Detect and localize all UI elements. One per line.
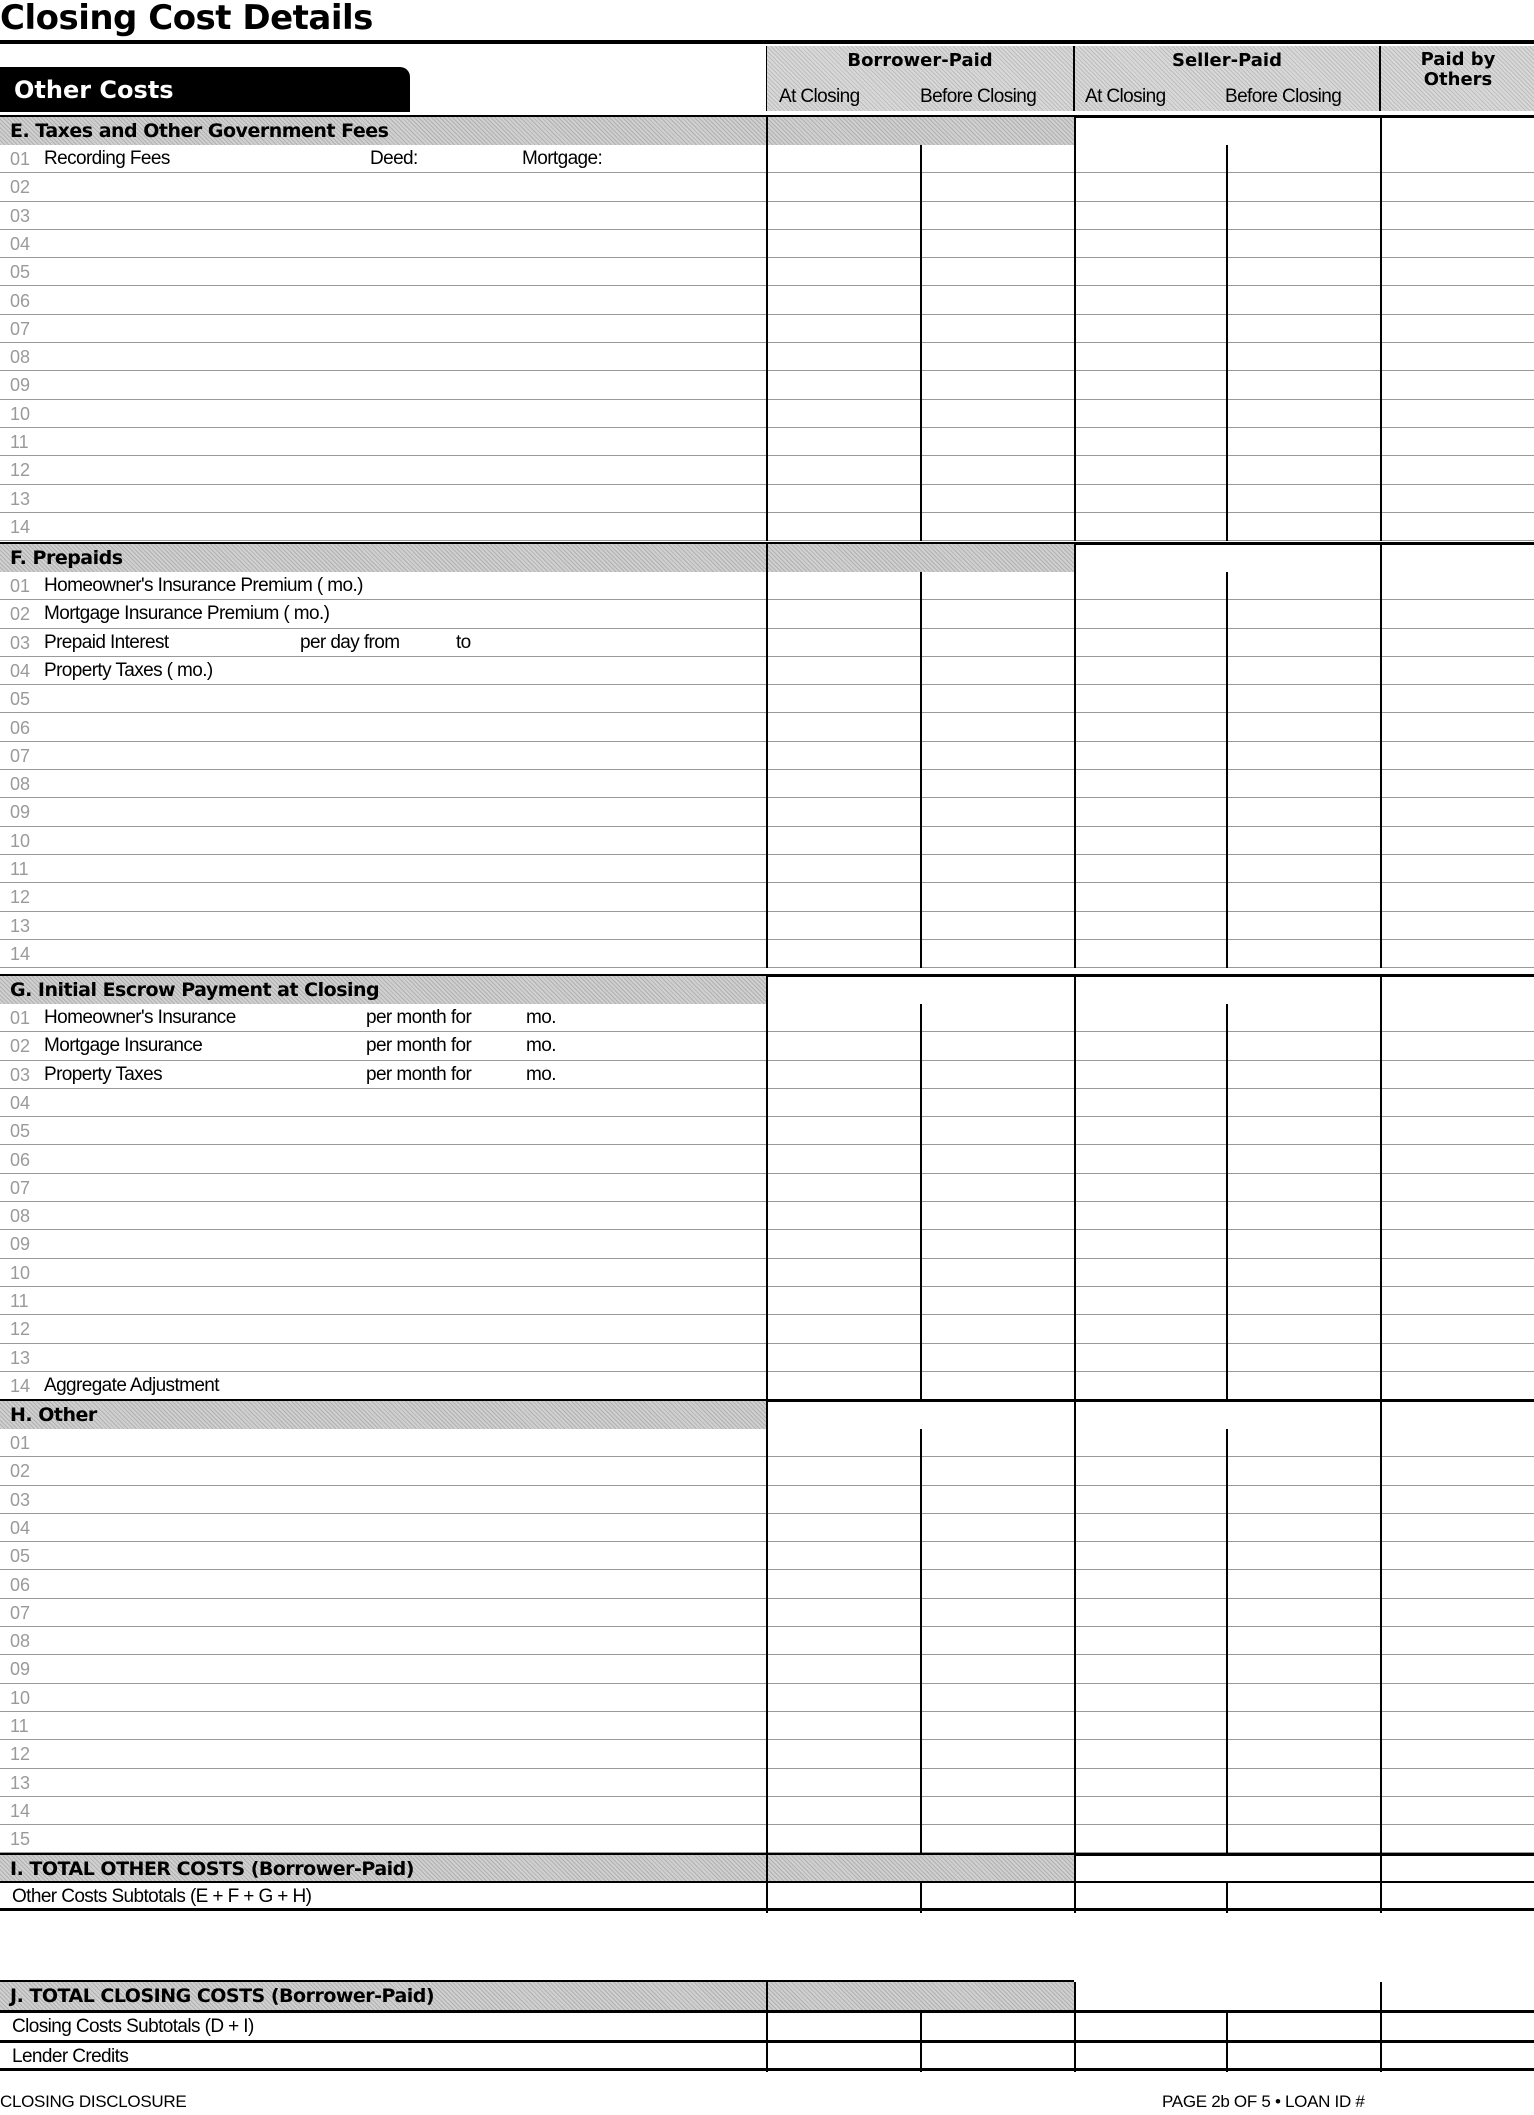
row-number: 04 [10,1092,31,1113]
row-label: Aggregate Adjustment [44,1374,219,1396]
row-number: 02 [10,604,31,625]
row-number: 01 [10,1433,31,1453]
row-number: 04 [10,233,31,254]
row-label: Recording Fees [44,148,170,169]
column-divider [1074,1982,1076,2072]
row-number: 11 [10,432,29,452]
borrower-at-closing-label: At Closing [779,86,860,107]
row-number: 15 [10,1829,31,1850]
section-heading: G. Initial Escrow Payment at Closing [10,979,380,1001]
other-costs-tab-label: Other Costs [14,76,174,104]
row-mortgage: Mortgage: [522,148,603,169]
row-number: 13 [10,1772,31,1793]
column-divider [1226,572,1228,968]
row-label: Mortgage Insurance Premium ( mo.) [44,603,330,625]
row-number: 06 [10,1149,31,1170]
column-divider [920,1883,922,1913]
row-number: 12 [10,1744,31,1765]
row-label: Property Taxes ( mo.) [44,659,213,681]
column-divider [1074,1401,1076,1854]
row-label: Homeowner's Insurance [44,1007,236,1028]
column-divider [1226,1429,1228,1854]
column-divider [766,117,768,541]
column-divider [766,544,768,968]
row-number: 12 [10,460,31,481]
row-per-day: per day from [300,631,400,653]
row-number: 12 [10,887,31,908]
seller-paid-header [1074,46,1380,111]
row-number: 07 [10,1602,31,1623]
footer-right: PAGE 2b OF 5 • LOAN ID # [1162,2092,1365,2111]
other-costs-subtotal-label: Other Costs Subtotals (E + F + G + H) [12,1886,312,1907]
row-number: 09 [10,802,31,823]
seller-before-closing-label: Before Closing [1225,86,1342,107]
total-other-costs-heading: I. TOTAL OTHER COSTS (Borrower-Paid) [10,1858,414,1880]
row-number: 10 [10,1262,31,1283]
row-number: 11 [10,1291,29,1311]
row-mo: mo. [526,1063,556,1085]
row-number: 05 [10,1546,31,1567]
row-label: Prepaid Interest [44,631,169,653]
paid-by-others-label: Paid by Others [1420,49,1496,90]
column-divider [920,572,922,968]
column-divider [1380,976,1382,1400]
section-heading: H. Other [10,1404,97,1426]
column-divider [1380,1855,1382,1913]
footer-left: CLOSING DISCLOSURE [0,2092,187,2111]
column-divider [1380,117,1382,541]
row-number: 08 [10,347,31,368]
row-per-month: per month for [366,1063,472,1085]
column-divider [766,1982,768,2072]
row-number: 03 [10,1064,31,1085]
column-divider [920,1004,922,1400]
row-number: 10 [10,403,31,424]
row-number: 12 [10,1319,31,1340]
other-costs-tab [0,67,410,112]
section-shade [0,544,1074,572]
borrower-paid-header [766,46,1074,111]
row-number: 08 [10,774,31,795]
row-number: 01 [10,576,31,596]
row-number: 08 [10,1631,31,1652]
total-closing-costs-heading: J. TOTAL CLOSING COSTS (Borrower-Paid) [10,1985,435,2007]
row-deed: Deed: [370,148,418,169]
row-number: 06 [10,290,31,311]
row-number: 11 [10,859,29,879]
section-heading: E. Taxes and Other Government Fees [10,120,389,142]
row-number: 03 [10,632,31,653]
row-number: 09 [10,1659,31,1680]
row-number: 02 [10,1036,31,1057]
column-divider [1226,1883,1228,1913]
row-number: 08 [10,1206,31,1227]
closing-costs-subtotal-label: Closing Costs Subtotals (D + I) [12,2016,254,2037]
row-number: 10 [10,830,31,851]
column-divider [1380,544,1382,968]
column-divider [1074,544,1076,968]
column-divider [920,1429,922,1854]
row-number: 01 [10,1008,31,1028]
row-number: 09 [10,1234,31,1255]
column-divider [1074,117,1076,541]
row-number: 03 [10,205,31,226]
row-number: 01 [10,149,31,169]
column-divider [1074,1855,1076,1913]
seller-at-closing-label: At Closing [1085,86,1166,107]
row-number: 05 [10,262,31,283]
row-mo: mo. [526,1035,556,1057]
borrower-before-closing-label: Before Closing [920,86,1037,107]
row-number: 02 [10,1461,31,1482]
row-number: 03 [10,1489,31,1510]
seller-paid-label: Seller-Paid [1172,50,1282,71]
column-divider [1380,1982,1382,2072]
paid-by-others-header [1380,46,1534,111]
row-number: 06 [10,717,31,738]
row-number: 09 [10,375,31,396]
borrower-paid-label: Borrower-Paid [847,50,993,71]
row-number: 07 [10,745,31,766]
row-label: Homeowner's Insurance Premium ( mo.) [44,575,363,596]
row-number: 04 [10,660,31,681]
row-number: 13 [10,915,31,936]
row-number: 07 [10,318,31,339]
column-divider [920,145,922,541]
row-number: 13 [10,488,31,509]
row-per-month: per month for [366,1007,472,1028]
section-heading: F. Prepaids [10,547,123,569]
column-divider [920,2012,922,2072]
row-number: 10 [10,1687,31,1708]
row-number: 13 [10,1347,31,1368]
row-number: 04 [10,1517,31,1538]
row-to: to [456,631,471,653]
column-divider [766,976,768,1400]
row-per-month: per month for [366,1035,472,1057]
column-divider [1074,976,1076,1400]
column-divider [766,1855,768,1913]
row-number: 05 [10,1121,31,1142]
row-number: 14 [10,943,31,964]
lender-credits-label: Lender Credits [12,2046,129,2067]
row-number: 02 [10,177,31,198]
column-divider [1226,145,1228,541]
section-shade [0,1401,766,1429]
column-divider [766,1401,768,1854]
row-number: 07 [10,1177,31,1198]
column-divider [1380,1401,1382,1854]
row-number: 06 [10,1574,31,1595]
row-number: 14 [10,1800,31,1821]
row-mo: mo. [526,1007,556,1028]
row-number: 11 [10,1716,29,1736]
row-number: 14 [10,1375,31,1396]
column-divider [1226,2012,1228,2072]
title-rule [0,40,1534,44]
column-divider [1226,1004,1228,1400]
row-number: 05 [10,689,31,710]
row-label: Mortgage Insurance [44,1035,203,1057]
page-title: Closing Cost Details [0,0,373,38]
row-number: 14 [10,516,31,537]
row-label: Property Taxes [44,1063,162,1085]
